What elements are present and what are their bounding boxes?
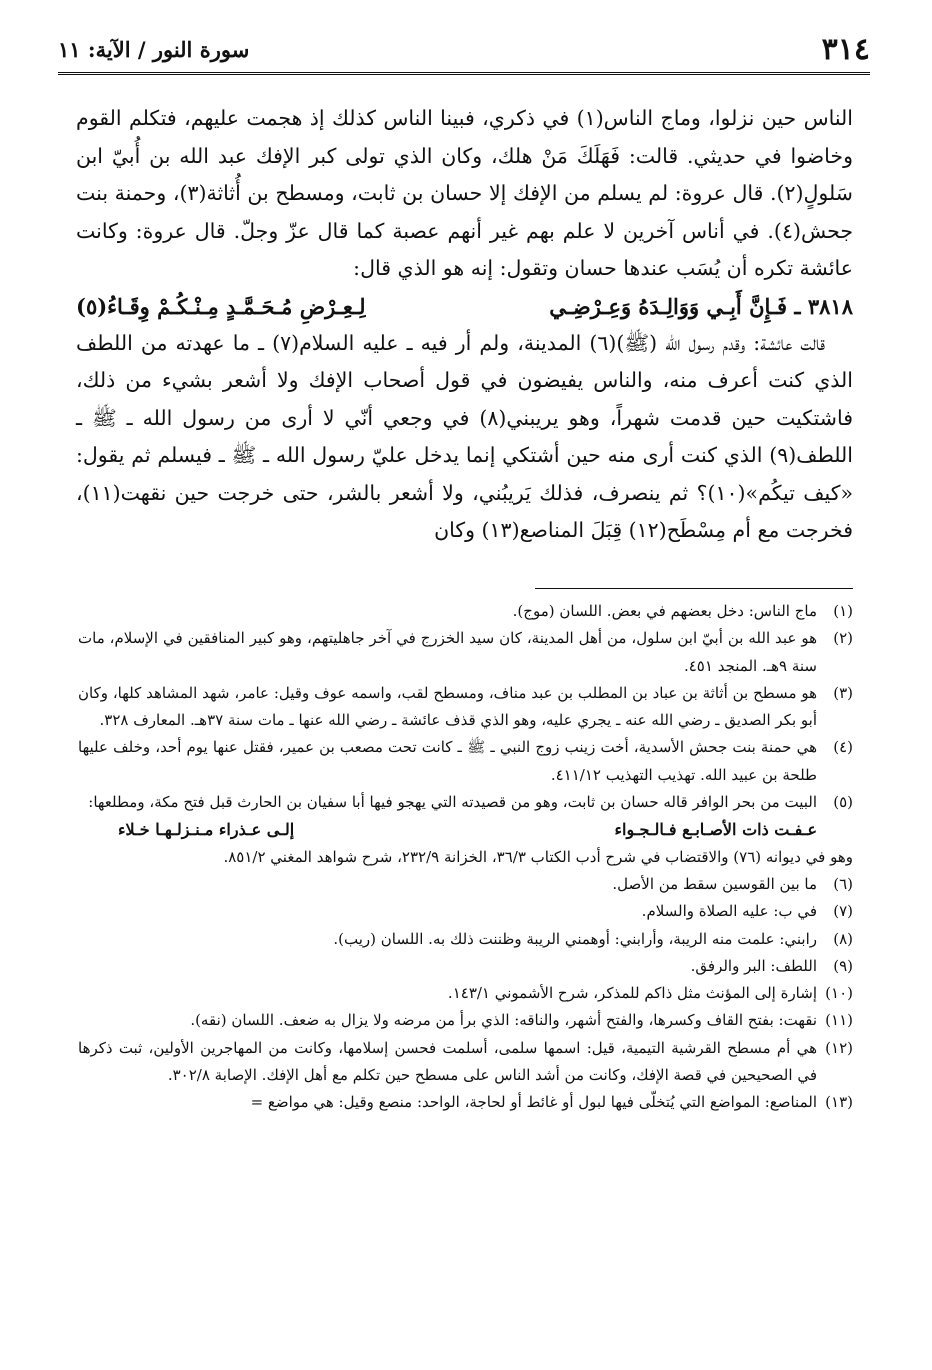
footnote-text: المناصع: المواضع التي يُتخلّى فيها لبول أو غائط أو لحاجة، الواحد: منصع وقيل: هي مواضع = — [250, 1093, 817, 1112]
footnote-text: هو عبد الله بن أبيّ ابن سلول، من أهل المدينة، كان سيد الخزرج في آخر جاهليتهم، وهو كبير المنافقين في الإسلام، مات سنة ٩هـ. المنجد ٤٥١. — [78, 629, 817, 675]
footnote-number: (٩) — [833, 956, 853, 975]
footnote-text: إشارة إلى المؤنث مثل ذاكم للمذكر، شرح الأشموني ١٤٣/١. — [447, 984, 817, 1003]
footnote-number: (٥) — [833, 793, 853, 812]
footnote — [78, 1089, 853, 1116]
paragraph: الناس حين نزلوا، وماج الناس(١) في ذكري، فبينا الناس كذلك إذ هجمت عليهم، فتكلم القوم وخاضوا في حديثي. قالت: فَهَلَكَ مَنْ هلك، وكان الذي تولى كبر الإفك عبد الله بن أُبيّ ابن سَلولٍ(٢). قال عروة: لم يسلم من الإفك إلا حسان بن ثابت، ومسطح بن أُثاثة(٣)، وحمنة بنت جحش(٤). في أناس آخرين لا علم بهم غير أنهم عصبة كما قال عزّ وجلّ. قال عروة: وكانت عائشة تكره أن يُسَب عندها حسان وتقول: إنه هو الذي قال: — [76, 106, 853, 280]
footnote-divider — [535, 588, 853, 589]
footnotes — [78, 598, 853, 1117]
footnote-verse-left: إلـى عـذراء مـنـزلـهـا خـلاء — [118, 820, 295, 840]
footnote-text: البيت من بحر الوافر قاله حسان بن ثابت، وهو من قصيدته التي يهجو فيها أبا سفيان بن الحارث قبل فتح مكة، ومطلعها: — [88, 793, 817, 812]
verse-second-hemistich: لِـعِـرْضِ مُـحَـمَّـدٍ مِـنْـكُـمْ وِقَـاءُ(٥) — [76, 293, 366, 319]
footnote-number: (٦) — [833, 874, 853, 893]
paragraph: قالت عائشة: وقدم رسول الله (ﷺ)(٦) المدينة، ولم أر فيه ـ عليه السلام(٧) ـ ما عهدته من اللطف الذي كنت أعرف منه، والناس يفيضون في قول أصحاب الإفك ولا أشعر بشيء من ذلك، فاشتكيت حين قدمت شهراً، وهو يريبني(٨) في وجعي أنّي لا أرى من رسول الله ـ ﷺ ـ اللطف(٩) الذي كنت أرى منه حين أشتكي إنما يدخل عليّ رسول الله ـ ﷺ ـ فيسلم ثم يقول: «كيف تيكُم»(١٠)؟ ثم ينصرف، فذلك يَريبُني، ولا أشعر بالشر، حتى خرجت حين نقهت(١١)، فخرجت مع أم مِسْطَح(١٢) قِبَلَ المناصع(١٣) وكان — [76, 330, 853, 542]
footnote-number: (١٣) — [825, 1093, 853, 1112]
footnote — [78, 598, 853, 625]
footnote-text: هي أم مسطح القرشية التيمية، قيل: اسمها سلمى، أسلمت فحسن إسلامها، وكانت من المهاجرين الأولين، ثبت ذكرها في الصحيحين في قصة الإفك، وكانت من أشد الناس على مسطح حين تكلم مع أهل الإفك. الإصابة ٣٠٢/٨. — [78, 1038, 817, 1085]
running-title: سورة النور / الآية: ١١ — [58, 37, 250, 62]
footnote-verse — [78, 816, 817, 843]
footnote — [78, 871, 853, 898]
footnote — [78, 734, 853, 789]
footnote — [78, 1035, 853, 1090]
header-divider — [58, 72, 870, 75]
footnote — [78, 898, 853, 925]
page-number: ٣١٤ — [821, 32, 870, 67]
footnote — [78, 926, 853, 953]
footnote-text: في ب: عليه الصلاة والسلام. — [641, 902, 817, 921]
footnote-number: (٤) — [833, 738, 853, 757]
footnote — [78, 1007, 853, 1034]
footnote-number: (٧) — [833, 902, 853, 921]
verse-number: ٣٨١٨ ـ — [794, 293, 853, 319]
footnote-text: وهو في ديوانه (٧٦) والاقتضاب في شرح أدب الكتاب ٣٦/٣، الخزانة ٢٣٢/٩، شرح شواهد المغني ٨٥١/٢. — [223, 847, 853, 866]
footnote — [78, 953, 853, 980]
poetry-verse — [76, 288, 853, 325]
footnote — [78, 980, 853, 1007]
footnote-number: (١١) — [825, 1011, 853, 1030]
footnote-text: ماج الناس: دخل بعضهم في بعض. اللسان (موج). — [512, 602, 817, 620]
footnote-text: ما بين القوسين سقط من الأصل. — [612, 874, 817, 893]
footnote-text: رابني: علمت منه الريبة، وأرابني: أوهمني الريبة وظننت ذلك به. اللسان (ريب). — [333, 929, 817, 948]
footnote-text: اللطف: البر والرفق. — [690, 956, 817, 975]
verse-first-hemistich — [549, 288, 853, 325]
footnote-number: (١) — [833, 602, 853, 620]
footnote-number: (٢) — [833, 629, 853, 648]
footnote-continuation — [78, 844, 853, 871]
verse-right-text: فَـإِنَّ أَبِـي وَوَالِـدَهُ وَعِـرْضِـي — [549, 293, 788, 319]
footnote-number: (٨) — [833, 929, 853, 948]
footnote-verse-right: عـفـت ذات الأصـابـع فـالـجـواء — [614, 820, 817, 840]
footnote-number: (١٠) — [825, 984, 853, 1003]
page-header — [58, 30, 870, 70]
footnote-text: هو مسطح بن أثاثة بن عباد بن المطلب بن عبد مناف، ومسطح لقب، واسمه عوف وقيل: عامر، شهد المشاهد كلها، وكان أبو بكر الصديق ـ رضي الله عنه ـ يجري عليه، وهو الذي قذف عائشة ـ رضي الله عنها ـ مات سنة ٣٧هـ. المعارف ٣٢٨. — [78, 683, 817, 730]
main-text — [76, 100, 853, 550]
footnote — [78, 680, 853, 735]
footnote-text: نقهت: بفتح القاف وكسرها، والفتح أشهر، والناقه: الذي برأ من مرضه ولا يزال به ضعف. اللسان (نقه). — [190, 1011, 817, 1030]
footnote-number: (١٢) — [825, 1038, 853, 1057]
footnote — [78, 625, 853, 680]
footnote-text: هي حمنة بنت جحش الأسدية، أخت زينب زوج النبي ـ ﷺ ـ كانت تحت مصعب بن عمير، فقتل عنها يوم أحد، وخلف عليها طلحة بن عبيد الله. تهذيب التهذيب ٤١١/١٢. — [78, 738, 817, 784]
footnote-number: (٣) — [833, 683, 853, 702]
footnote — [78, 789, 853, 816]
